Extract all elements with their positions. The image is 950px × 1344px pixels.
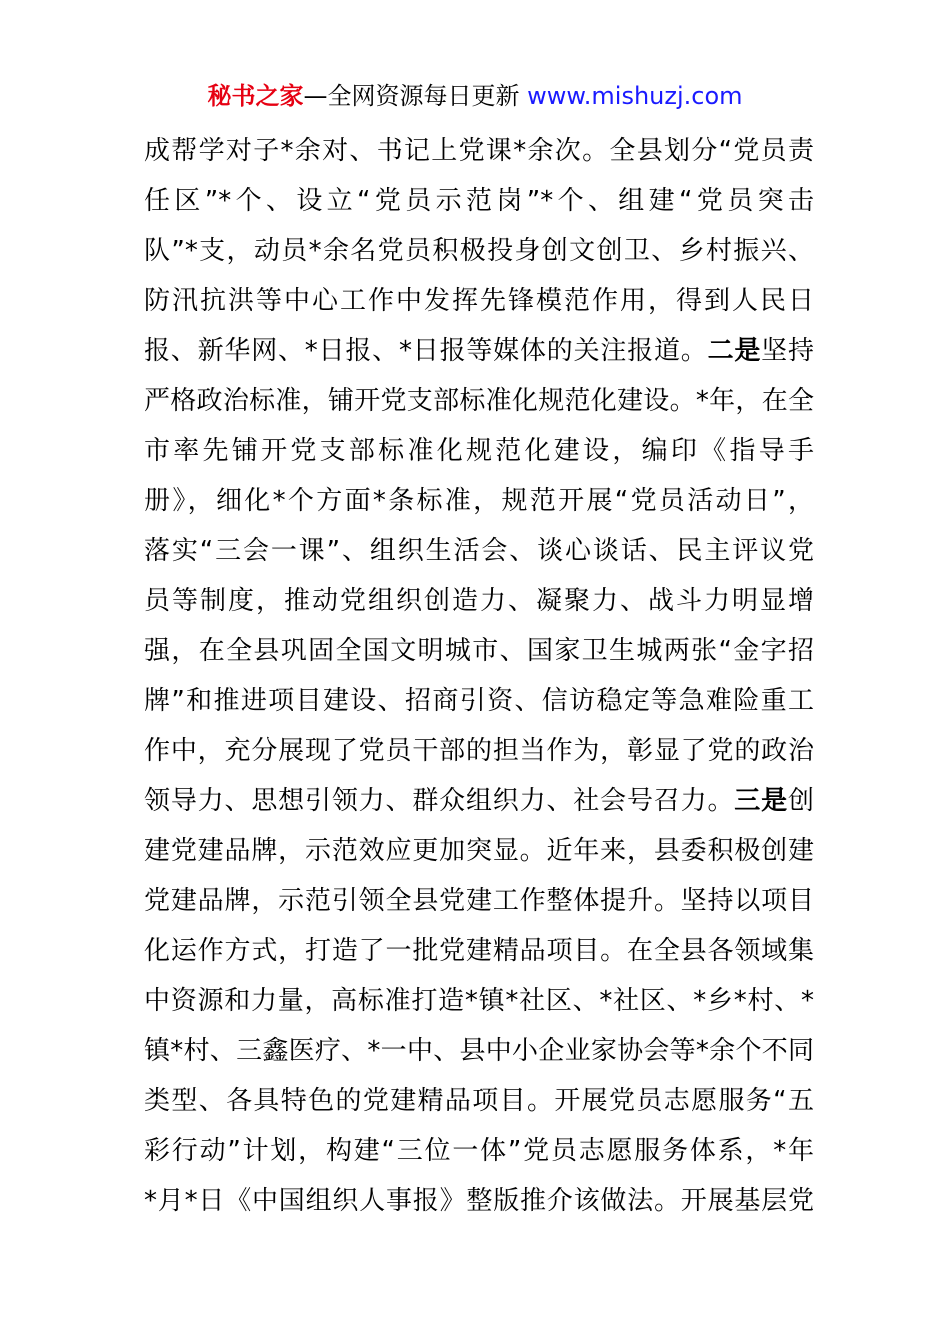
text-line: 强，在全县巩固全国文明城市、国家卫生城两张“金字招 xyxy=(144,636,814,666)
text-line: 册》，细化*个方面*条标准，规范开展“党员活动日”， xyxy=(144,486,814,516)
text-line: 市率先铺开党支部标准化规范化建设，编印《指导手 xyxy=(144,436,814,466)
section-marker-2: 二是 xyxy=(707,336,762,366)
text-line: 任区”*个、设立“党员示范岗”*个、组建“党员突击 xyxy=(144,186,814,216)
section-marker-3: 三是 xyxy=(734,786,788,816)
text-line: 建党建品牌，示范效应更加突显。近年来，县委积极创建 xyxy=(144,836,814,866)
site-tagline: —全网资源每日更新 xyxy=(303,82,520,110)
text-line: 类型、各具特色的党建精品项目。开展党员志愿服务“五 xyxy=(144,1086,814,1116)
text-line: 领导力、思想引领力、群众组织力、社会号召力。三是创 xyxy=(144,786,814,816)
document-body xyxy=(144,126,814,1226)
text-line: 落实“三会一课”、组织生活会、谈心谈话、民主评议党 xyxy=(144,536,814,566)
text-line: 成帮学对子*余对、书记上党课*余次。全县划分“党员责 xyxy=(144,136,814,166)
site-url-link[interactable]: www.mishuzj.com xyxy=(527,82,743,110)
text-line: 报、新华网、*日报、*日报等媒体的关注报道。二是坚持 xyxy=(144,336,814,366)
text-line: 作中，充分展现了党员干部的担当作为，彰显了党的政治 xyxy=(144,736,814,766)
text-line: 党建品牌，示范引领全县党建工作整体提升。坚持以项目 xyxy=(144,886,814,916)
text-line: 化运作方式，打造了一批党建精品项目。在全县各领域集 xyxy=(144,936,814,966)
text-line: *月*日《中国组织人事报》整版推介该做法。开展基层党 xyxy=(144,1186,814,1216)
text-line: 防汛抗洪等中心工作中发挥先锋模范作用，得到人民日 xyxy=(144,286,814,316)
text-line: 严格政治标准，铺开党支部标准化规范化建设。*年，在全 xyxy=(144,386,814,416)
text-line: 彩行动”计划，构建“三位一体”党员志愿服务体系，*年 xyxy=(144,1136,814,1166)
site-header xyxy=(0,80,950,112)
text-line: 镇*村、三鑫医疗、*一中、县中小企业家协会等*余个不同 xyxy=(144,1036,814,1066)
text-line: 员等制度，推动党组织创造力、凝聚力、战斗力明显增 xyxy=(144,586,814,616)
site-brand: 秘书之家 xyxy=(207,82,304,110)
text-line: 中资源和力量，高标准打造*镇*社区、*社区、*乡*村、* xyxy=(144,986,814,1016)
text-line: 队”*支，动员*余名党员积极投身创文创卫、乡村振兴、 xyxy=(144,236,814,266)
text-line: 牌”和推进项目建设、招商引资、信访稳定等急难险重工 xyxy=(144,686,814,716)
